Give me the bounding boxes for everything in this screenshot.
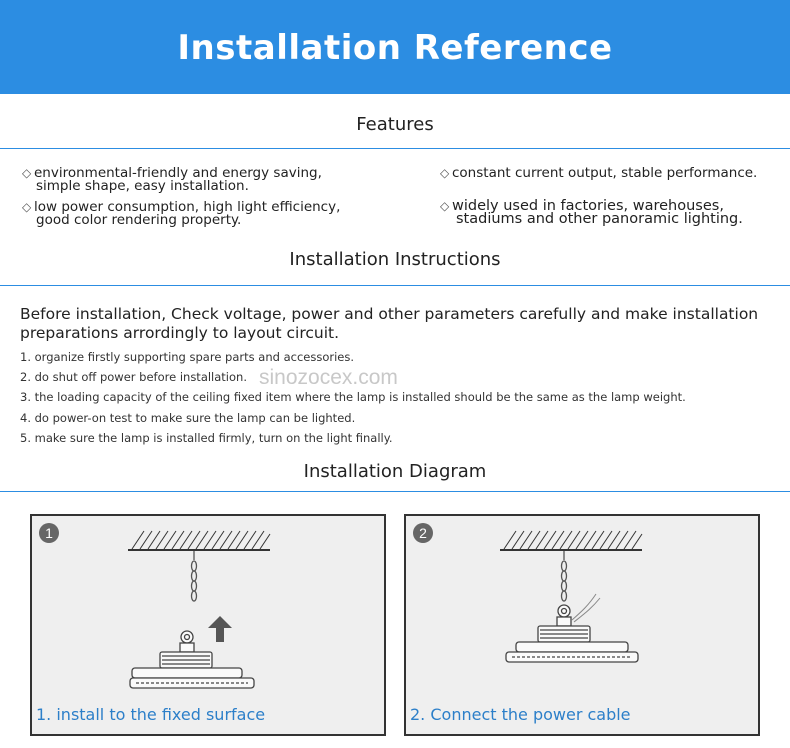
feature-item: ◇ low power consumption, high light efficiency, good color rendering property. [22, 199, 341, 228]
diamond-bullet-icon: ◇ [22, 166, 32, 180]
diagram-heading: Installation Diagram [303, 461, 487, 482]
panel-caption: 2. Connect the power cable [410, 705, 631, 724]
diamond-bullet-icon: ◇ [440, 166, 450, 180]
instructions-divider [0, 285, 790, 286]
feature-item: ◇ environmental-friendly and energy saving, simple shape, easy installation. [22, 165, 322, 194]
diamond-bullet-icon: ◇ [440, 199, 450, 213]
list-item: 4. do power-on test to make sure the lamp can be lighted. [20, 410, 356, 425]
chain-icon [562, 551, 567, 601]
cable-connect-illustration [406, 516, 758, 734]
diamond-bullet-icon: ◇ [22, 200, 32, 214]
step-number-badge: 1 [39, 523, 59, 543]
features-divider [0, 148, 790, 149]
features-heading: Features [356, 114, 434, 135]
instructions-intro: Before installation, Check voltage, power and other parameters carefully and make installation preparations arrordingly to layout circuit. [20, 305, 759, 342]
title-banner [0, 0, 790, 94]
diagram-divider [0, 491, 790, 492]
feature-item: ◇ constant current output, stable performance. [440, 165, 758, 181]
ceiling-hatch-icon [128, 531, 270, 550]
page-title: Installation Reference [177, 28, 613, 68]
list-item: 3. the loading capacity of the ceiling fixed item where the lamp is installed should be the same as the lamp weight. [20, 390, 686, 405]
power-cable-icon [572, 594, 600, 622]
list-item: 2. do shut off power before installation. [20, 370, 247, 385]
lamp-icon [130, 631, 254, 688]
list-item: 5. make sure the lamp is installed firmly, turn on the light finally. [20, 430, 393, 445]
chain-icon [192, 551, 197, 601]
diagram-panel-1 [30, 514, 386, 736]
panel-caption: 1. install to the fixed surface [36, 705, 266, 724]
up-arrow-icon [208, 616, 232, 642]
ceiling-hatch-icon [500, 531, 642, 550]
instructions-heading: Installation Instructions [289, 249, 501, 270]
feature-item: ◇ widely used in factories, warehouses, stadiums and other panoramic lighting. [440, 198, 743, 227]
step-number-badge: 2 [413, 523, 433, 543]
lamp-install-illustration [32, 516, 384, 734]
watermark: sinozocex.com [259, 366, 398, 389]
lamp-icon [506, 605, 638, 662]
diagram-panel-2 [404, 514, 760, 736]
list-item: 1. organize firstly supporting spare parts and accessories. [20, 350, 355, 364]
